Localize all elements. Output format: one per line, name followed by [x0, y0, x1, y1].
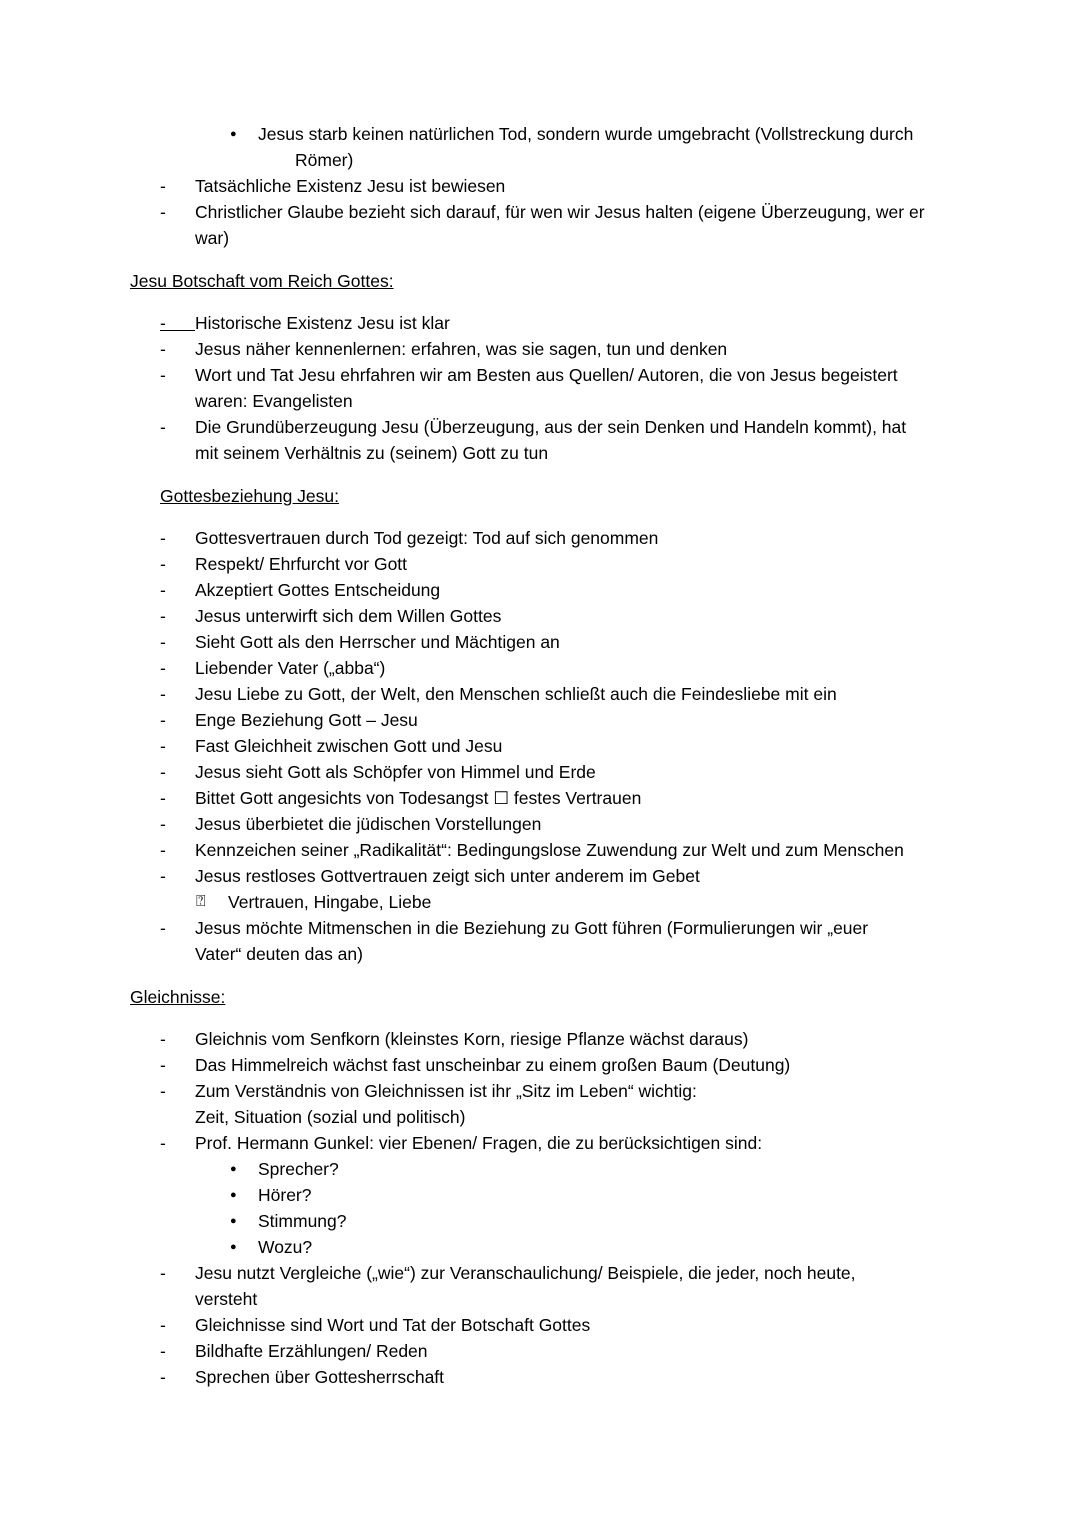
- list-item: [130, 1260, 950, 1312]
- text-line: Bittet Gott angesichts von Todesangst ☐ festes Vertrauen: [195, 788, 642, 808]
- list-item: [130, 199, 950, 251]
- text-line: Bildhafte Erzählungen/ Reden: [195, 1341, 428, 1361]
- text-line: Vertrauen, Hingabe, Liebe: [228, 892, 432, 912]
- list-item: [130, 1130, 950, 1156]
- dash-marker-icon: -: [160, 528, 166, 548]
- list-item: [130, 310, 950, 336]
- bullet-marker-icon: ●: [230, 1163, 237, 1175]
- list-item: [130, 121, 950, 173]
- list-block: [130, 310, 950, 466]
- text-line: Sieht Gott als den Herrscher und Mächtigen an: [195, 632, 560, 652]
- text-line: Wozu?: [258, 1237, 313, 1257]
- dash-marker-icon: -: [160, 1055, 166, 1075]
- dash-marker-icon: -: [160, 918, 166, 938]
- text-line: Fast Gleichheit zwischen Gott und Jesu: [195, 736, 503, 756]
- dash-marker-icon: -: [160, 339, 166, 359]
- text-line: versteht: [195, 1289, 258, 1309]
- dash-marker-icon: -: [160, 313, 195, 333]
- text-line: Das Himmelreich wächst fast unscheinbar zu einem großen Baum (Deutung): [195, 1055, 791, 1075]
- dash-marker-icon: -: [160, 658, 166, 678]
- dash-marker-icon: -: [160, 1029, 166, 1049]
- list-item: [130, 577, 950, 603]
- text-line: Christlicher Glaube bezieht sich darauf, für wen wir Jesus halten (eigene Überzeugung, wer er: [195, 202, 925, 222]
- list-item: [130, 837, 950, 863]
- dash-marker-icon: -: [160, 736, 166, 756]
- dash-marker-icon: -: [160, 632, 166, 652]
- list-item: [130, 1338, 950, 1364]
- text-line: Hörer?: [258, 1185, 312, 1205]
- dash-marker-icon: -: [160, 1263, 166, 1283]
- text-line: Wort und Tat Jesu ehrfahren wir am Besten aus Quellen/ Autoren, die von Jesus begeistert: [195, 365, 898, 385]
- list-item: [130, 1364, 950, 1390]
- text-line: Zeit, Situation (sozial und politisch): [195, 1107, 466, 1127]
- list-item: [130, 414, 950, 466]
- text-line: Historische Existenz Jesu ist klar: [195, 313, 450, 333]
- list-block: [130, 1026, 950, 1390]
- list-item: [130, 681, 950, 707]
- text-line: Sprecher?: [258, 1159, 339, 1179]
- dash-marker-icon: -: [160, 1341, 166, 1361]
- list-item: [130, 336, 950, 362]
- dash-marker-icon: -: [160, 176, 166, 196]
- list-item: [130, 603, 950, 629]
- bullet-marker-icon: ●: [230, 1189, 237, 1201]
- dash-marker-icon: -: [160, 866, 166, 886]
- text-line: Jesus restloses Gottvertrauen zeigt sich unter anderem im Gebet: [195, 866, 700, 886]
- dash-marker-icon: -: [160, 1315, 166, 1335]
- list-item: [130, 915, 950, 967]
- bullet-marker-icon: ●: [230, 128, 237, 140]
- dash-marker-icon: -: [160, 202, 166, 222]
- text-line: Respekt/ Ehrfurcht vor Gott: [195, 554, 408, 574]
- text-line: Jesus überbietet die jüdischen Vorstellungen: [195, 814, 542, 834]
- dash-marker-icon: -: [160, 814, 166, 834]
- text-line: Gleichnisse sind Wort und Tat der Botschaft Gottes: [195, 1315, 591, 1335]
- dash-marker-icon: -: [160, 1133, 166, 1153]
- text-line: Jesus starb keinen natürlichen Tod, sondern wurde umgebracht (Vollstreckung durch: [258, 124, 914, 144]
- dash-marker-icon: -: [160, 606, 166, 626]
- text-line: Prof. Hermann Gunkel: vier Ebenen/ Fragen, die zu berücksichtigen sind:: [195, 1133, 763, 1153]
- list-item: [130, 707, 950, 733]
- dash-marker-icon: -: [160, 365, 166, 385]
- list-item: [130, 889, 950, 915]
- list-item: [130, 173, 950, 199]
- text-line: Gleichnis vom Senfkorn (kleinstes Korn, riesige Pflanze wächst daraus): [195, 1029, 749, 1049]
- dash-marker-icon: -: [160, 684, 166, 704]
- text-line: Enge Beziehung Gott – Jesu: [195, 710, 418, 730]
- text-line: Die Grundüberzeugung Jesu (Überzeugung, aus der sein Denken und Handeln kommt), hat: [195, 417, 907, 437]
- text-line: Sprechen über Gottesherrschaft: [195, 1367, 445, 1387]
- dash-marker-icon: -: [160, 762, 166, 782]
- section-heading: Gottesbeziehung Jesu:: [160, 486, 340, 506]
- dash-marker-icon: -: [160, 554, 166, 574]
- list-block: [130, 525, 950, 967]
- dash-marker-icon: -: [160, 840, 166, 860]
- text-line: war): [195, 228, 230, 248]
- list-item: [130, 1312, 950, 1338]
- list-item: [130, 1208, 950, 1234]
- list-item: [130, 362, 950, 414]
- text-line: Tatsächliche Existenz Jesu ist bewiesen: [195, 176, 506, 196]
- list-item: [130, 863, 950, 889]
- box-marker-icon: ⍰: [196, 893, 206, 910]
- list-item: [130, 1026, 950, 1052]
- bullet-marker-icon: ●: [230, 1215, 237, 1227]
- dash-marker-icon: -: [160, 710, 166, 730]
- list-item: [130, 629, 950, 655]
- dash-marker-icon: -: [160, 1081, 166, 1101]
- list-item: [130, 811, 950, 837]
- text-line: Jesu Liebe zu Gott, der Welt, den Menschen schließt auch die Feindesliebe mit ein: [195, 684, 837, 704]
- list-item: [130, 759, 950, 785]
- text-line: Jesus unterwirft sich dem Willen Gottes: [195, 606, 502, 626]
- list-item: [130, 1078, 950, 1130]
- dash-marker-icon: -: [160, 788, 166, 808]
- dash-marker-icon: -: [160, 1367, 166, 1387]
- text-line: Jesus sieht Gott als Schöpfer von Himmel und Erde: [195, 762, 596, 782]
- list-item: [130, 733, 950, 759]
- list-item: [130, 525, 950, 551]
- list-item: [130, 1156, 950, 1182]
- text-line: waren: Evangelisten: [195, 391, 353, 411]
- dash-marker-icon: -: [160, 417, 166, 437]
- list-item: [130, 655, 950, 681]
- list-item: [130, 1052, 950, 1078]
- list-item: [130, 1234, 950, 1260]
- text-line: Jesus möchte Mitmenschen in die Beziehung zu Gott führen (Formulierungen wir „euer: [195, 918, 869, 938]
- text-line: Jesus näher kennenlernen: erfahren, was sie sagen, tun und denken: [195, 339, 728, 359]
- list-block: [130, 121, 950, 251]
- section-heading: Gleichnisse:: [130, 987, 226, 1007]
- text-line: Jesu nutzt Vergleiche („wie“) zur Veranschaulichung/ Beispiele, die jeder, noch heute,: [195, 1263, 856, 1283]
- text-line: Gottesvertrauen durch Tod gezeigt: Tod auf sich genommen: [195, 528, 659, 548]
- section-heading: Jesu Botschaft vom Reich Gottes:: [130, 271, 394, 291]
- text-line: Kennzeichen seiner „Radikalität“: Bedingungslose Zuwendung zur Welt und zum Menschen: [195, 840, 904, 860]
- text-line: mit seinem Verhältnis zu (seinem) Gott zu tun: [195, 443, 549, 463]
- list-item: [130, 1182, 950, 1208]
- text-line: Akzeptiert Gottes Entscheidung: [195, 580, 441, 600]
- list-item: [130, 785, 950, 811]
- text-line: Vater“ deuten das an): [195, 944, 363, 964]
- text-line: Zum Verständnis von Gleichnissen ist ihr „Sitz im Leben“ wichtig:: [195, 1081, 697, 1101]
- text-line: Römer): [295, 150, 354, 170]
- text-line: Liebender Vater („abba“): [195, 658, 386, 678]
- bullet-marker-icon: ●: [230, 1241, 237, 1253]
- list-item: [130, 551, 950, 577]
- dash-marker-icon: -: [160, 580, 166, 600]
- text-line: Stimmung?: [258, 1211, 347, 1231]
